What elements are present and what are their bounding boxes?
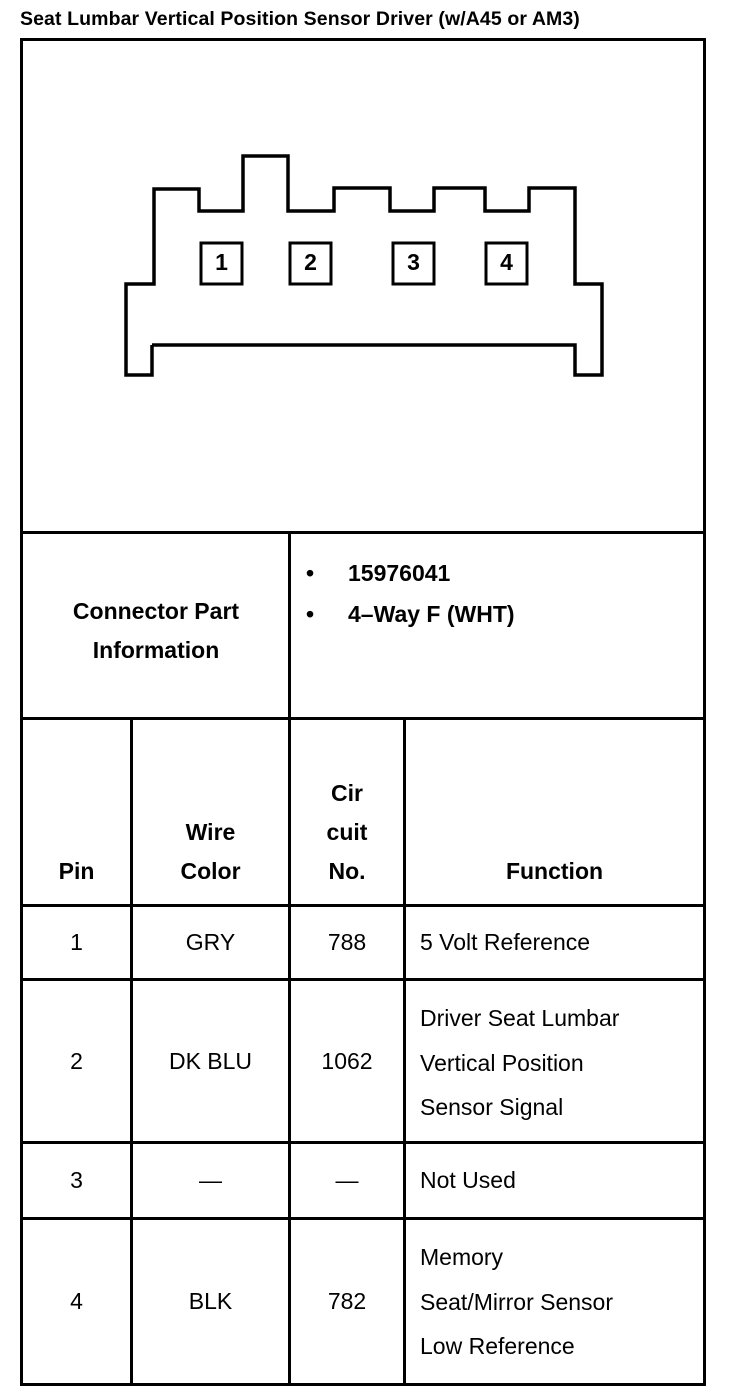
table-row-2-wire: DK BLU bbox=[168, 1047, 253, 1074]
header-wire-color: Wire Color bbox=[180, 819, 241, 884]
list-item: • 15976041 bbox=[306, 560, 451, 586]
list-item: • 4–Way F (WHT) bbox=[306, 601, 515, 627]
table-row-1-circuit: 788 bbox=[327, 929, 367, 955]
table-row-4-circuit: 782 bbox=[327, 1288, 367, 1314]
connector-part-info-list bbox=[306, 553, 515, 635]
table-row-3-function: Not Used bbox=[420, 1167, 516, 1193]
table-row-3-circuit: — bbox=[335, 1167, 359, 1193]
divider-connector-info bbox=[20, 717, 706, 720]
part-number: 15976041 bbox=[348, 560, 451, 586]
table-row-1-wire: GRY bbox=[185, 929, 236, 955]
connector-face-diagram bbox=[0, 0, 752, 540]
connector-outline bbox=[126, 156, 602, 375]
header-circuit-no: Cir cuit No. bbox=[326, 780, 368, 884]
table-row-2-function: Driver Seat Lumbar Vertical Position Sensor Signal bbox=[420, 1005, 620, 1120]
page-title: Seat Lumbar Vertical Position Sensor Driver (w/A45 or AM3) bbox=[20, 8, 580, 30]
connector-part-info-label: Connector Part Information bbox=[72, 598, 240, 663]
table-row-4-pin: 4 bbox=[70, 1288, 83, 1314]
table-row-3-pin: 3 bbox=[70, 1167, 83, 1193]
pin-label-3: 3 bbox=[407, 249, 420, 275]
table-row-4-function: Memory Seat/Mirror Sensor Low Reference bbox=[420, 1244, 614, 1359]
table-row-2-circuit: 1062 bbox=[321, 1047, 373, 1074]
table-row-4-wire: BLK bbox=[188, 1288, 233, 1314]
pin-label-2: 2 bbox=[304, 249, 317, 275]
table-row-1-function: 5 Volt Reference bbox=[420, 929, 591, 955]
divider-diagram bbox=[20, 531, 706, 534]
connector-type: 4–Way F (WHT) bbox=[348, 601, 515, 627]
table-row-2-pin: 2 bbox=[70, 1047, 83, 1074]
pin-label-1: 1 bbox=[215, 249, 228, 275]
pin-label-4: 4 bbox=[500, 249, 513, 275]
header-function: Function bbox=[505, 858, 604, 884]
column-divider-function bbox=[403, 717, 406, 1386]
table-row-1-pin: 1 bbox=[70, 929, 83, 955]
table-row-3-wire: — bbox=[199, 1167, 222, 1193]
header-pin: Pin bbox=[58, 858, 95, 884]
